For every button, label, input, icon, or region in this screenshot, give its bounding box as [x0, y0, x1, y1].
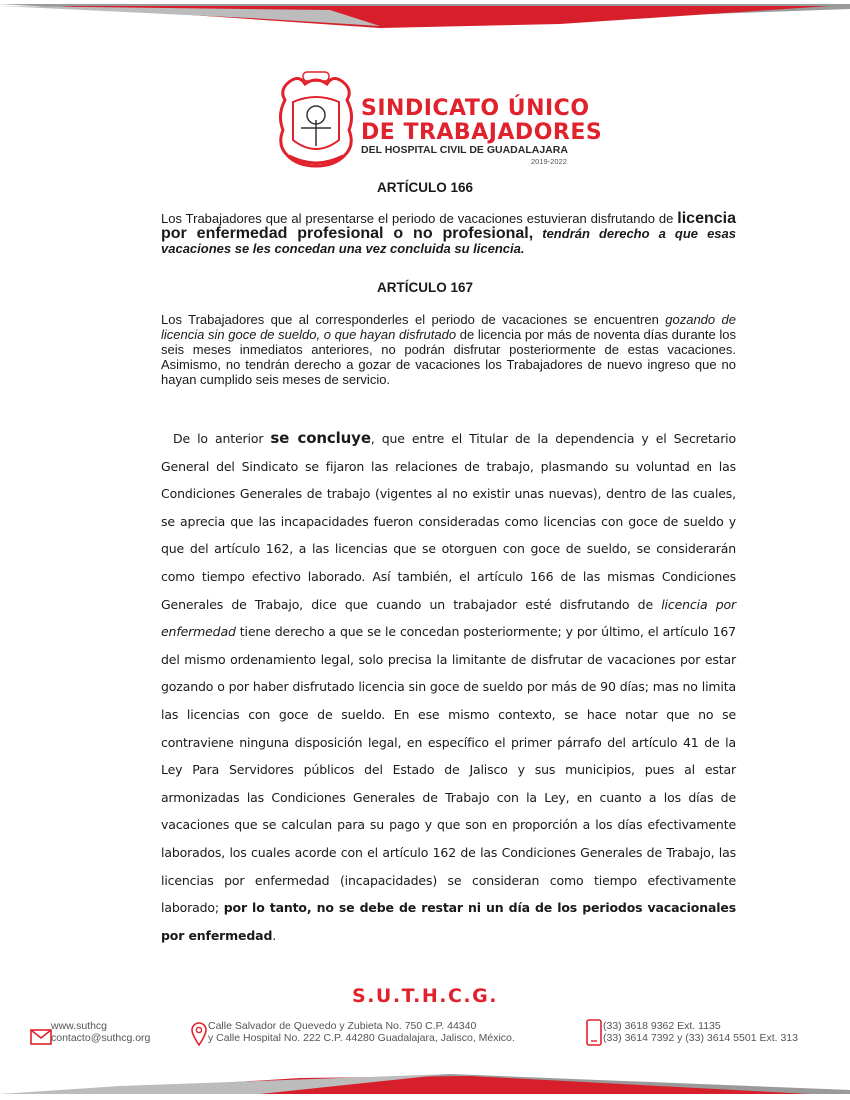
conclusion-italic: licencia por enfermedad — [161, 596, 736, 640]
conclusion-period: . — [272, 927, 277, 943]
top-decorative-band — [0, 0, 850, 40]
phone-icon — [585, 1019, 603, 1046]
footer-web[interactable]: www.suthcg — [51, 1020, 108, 1032]
email-icon — [30, 1028, 52, 1046]
footer-address — [208, 1020, 515, 1044]
footer-address-line1: Calle Salvador de Quevedo y Zubieta No. 750 C.P. 44340 — [208, 1020, 477, 1032]
footer-brand: S.U.T.H.C.G. — [352, 985, 498, 1007]
conclusion-body-part2: tiene derecho a que se le concedan posteriormente; y por último, el artículo 167 del mismo ordenamiento legal, solo precisa la limitante de disfrutar de vacaciones por estar gozando o por haber disfrutado licencia sin goce de sueldo por más de 90 días; mas no limita las licencias con goce de sueldo. En ese mismo contexto, se hace notar que no se contraviene ninguna disposición legal, en específico el primer párrafo del artículo 41 de la Ley Para Servidores públicos del Estado de Jalisco y sus municipios, pues al estar armonizadas las Condiciones Generales de Trabajo con la Ley, en cuanto a los días de vacaciones que se calculan para su pago y que son en proporción a los días efectivamente laborados, los cuales acorde con el artículo 162 de las Condiciones Generales de Trabajo, las licencias por enfermedad (incapacidades) se consideran como tiempo efectivamente laborado; — [161, 624, 736, 916]
conclusion-body-part1: , que entre el Titular de la dependencia y el Secretario General del Sindicato se fijaron las relaciones de trabajo, plasmando su voluntad en las Condiciones Generales de trabajo (vigentes al no existir unas nuevas), dentro de las cuales, se aprecia que las incapacidades fueron consideradas como licencias con goce de sueldo y que del artículo 162, a las licencias que se otorguen con goce de sueldo, se considerarán como tiempo efectivo laborado. Así también, el artículo 166 de las mismas Condiciones Generales de Trabajo, dice que cuando un trabajador esté disfrutando de — [161, 431, 736, 612]
article-166-title: ARTÍCULO 166 — [376, 180, 474, 195]
article-166-bold: licencia por enfermedad profesional o no profesional — [161, 210, 736, 242]
article-167-text — [161, 312, 736, 387]
article-166-text-part1: Los Trabajadores que al presentarse el periodo de vacaciones estuvieran disfrutando de — [161, 211, 674, 226]
footer-phones — [603, 1020, 798, 1044]
conclusion-paragraph — [161, 425, 736, 949]
org-name-line1: SINDICATO ÚNICO — [361, 96, 590, 121]
footer-phone-line1: (33) 3618 9362 Ext. 1135 — [603, 1020, 721, 1032]
article-167-text-part1: Los Trabajadores que al corresponderles el periodo de vacaciones se encuentren — [161, 312, 666, 327]
article-167-text-part2: de licencia por más de noventa días durante los seis meses inmediatos anteriores, no podrán disfrutar posteriormente de estas vacaciones. Asimismo, no tendrán derecho a gozar de vacaciones los Trabajadores de nuevo ingreso que no hayan cumplido seis meses de servicio. — [161, 327, 737, 387]
union-seal-logo — [275, 70, 357, 170]
footer-email[interactable]: contacto@suthcg.org — [51, 1032, 151, 1044]
footer-phone-line2: (33) 3614 7392 y (33) 3614 5501 Ext. 313 — [603, 1032, 798, 1044]
article-167-title: ARTÍCULO 167 — [376, 280, 474, 295]
footer-web-contact — [51, 1020, 150, 1044]
conclusion-intro: De lo anterior — [173, 431, 271, 446]
bottom-decorative-band — [0, 1060, 850, 1100]
conclusion-bold-ending: por lo tanto, no se debe de restar ni un día de los periodos vacacionales por enfermedad — [161, 900, 736, 943]
org-name-line2: DE TRABAJADORES — [361, 120, 603, 145]
conclusion-keyword: se concluye — [270, 429, 371, 447]
org-name-line3: DEL HOSPITAL CIVIL DE GUADALAJARA — [361, 144, 568, 156]
article-166-comma: , — [528, 225, 534, 242]
location-pin-icon — [190, 1021, 208, 1047]
footer-address-line2: y Calle Hospital No. 222 C.P. 44280 Guadalajara, Jalisco, México. — [208, 1032, 515, 1044]
article-166-text — [161, 211, 736, 256]
letterhead — [275, 60, 603, 170]
article-166-italic: tendrán derecho a que esas vacaciones se les concedan una vez concluida su licencia. — [161, 226, 736, 256]
org-period: 2019-2022 — [531, 157, 567, 166]
article-167-italic: gozando de licencia sin goce de sueldo, o que hayan disfrutado — [161, 312, 737, 342]
